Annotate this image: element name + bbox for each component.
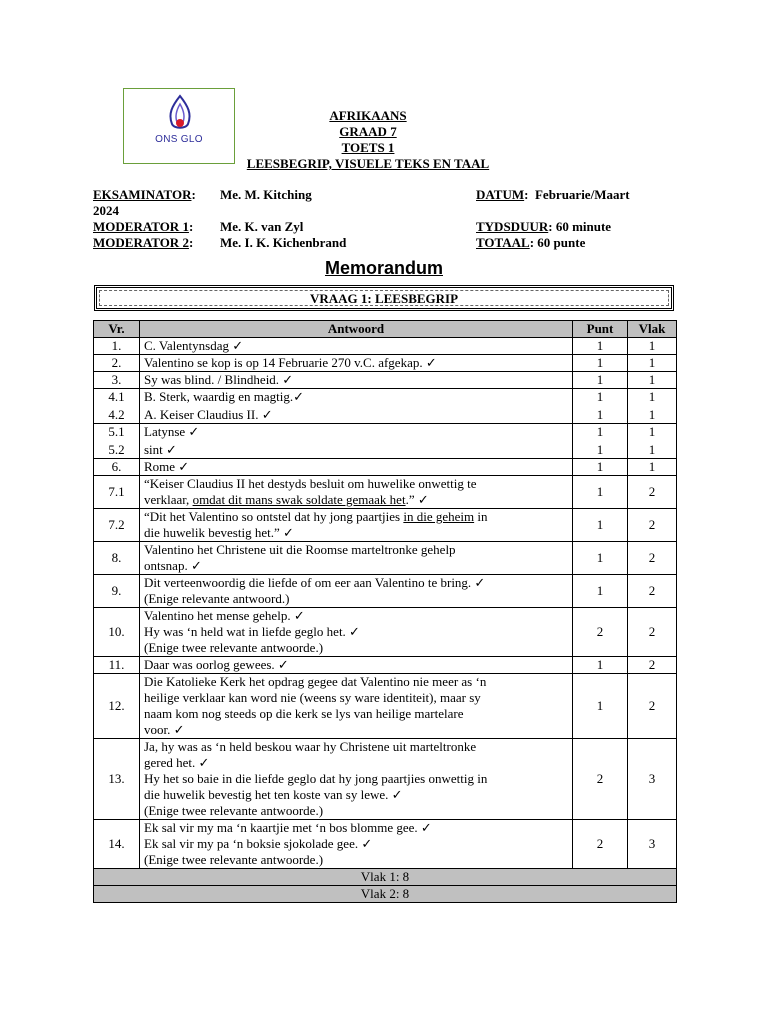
question-number-line: 6.: [111, 459, 122, 474]
question-number: [94, 542, 140, 575]
answer-line: sint ✓: [144, 442, 177, 457]
points-line: 2: [596, 771, 604, 786]
topic-title: LEESBEGRIP, VISUELE TEKS EN TAAL: [246, 156, 490, 171]
question-number: [94, 338, 140, 355]
logo-text: ONS GLO: [155, 134, 203, 145]
level-line: 1: [648, 389, 656, 404]
duration-value: 60 minute: [555, 219, 612, 234]
question-number: [94, 657, 140, 674]
moderator2-label: MODERATOR 2: [93, 235, 189, 250]
points-cell: [573, 608, 628, 657]
level-line: 2: [648, 624, 656, 639]
subject-title: AFRIKAANS: [329, 108, 407, 123]
level-cell: [628, 389, 677, 424]
points-cell: [573, 459, 628, 476]
answer-line: die huwelik bevestig het.” ✓: [144, 525, 294, 540]
points-line: 1: [596, 484, 604, 499]
table-row: [94, 459, 677, 476]
answer-cell: [140, 657, 573, 674]
answer-line: verklaar, omdat dit mans swak soldate gemaak het.” ✓: [144, 492, 429, 507]
question-number: [94, 459, 140, 476]
header-question: Vr.: [94, 321, 140, 338]
moderator2-value: Me. I. K. Kichenbrand: [220, 235, 347, 250]
question-number: [94, 389, 140, 424]
table-row: [94, 542, 677, 575]
question-number: [94, 608, 140, 657]
answer-cell: [140, 542, 573, 575]
answer-line: Daar was oorlog gewees. ✓: [144, 657, 289, 672]
level-cell: [628, 608, 677, 657]
question-number-line: 8.: [111, 550, 122, 565]
level-cell: [628, 739, 677, 820]
level-cell: [628, 372, 677, 389]
answer-cell: [140, 355, 573, 372]
answer-cell: [140, 372, 573, 389]
answer-line: Valentino het mense gehelp. ✓: [144, 608, 305, 623]
table-row: [94, 739, 677, 820]
answer-line: heilige verklaar kan word nie (weens sy ware identiteit), maar sy: [144, 690, 481, 705]
examiner-label: EKSAMINATOR: [93, 187, 192, 202]
answer-line: B. Sterk, waardig en magtig.✓: [144, 389, 304, 404]
question-number-line: 5.2: [108, 442, 125, 457]
level-line: 2: [648, 698, 656, 713]
table-row: [94, 820, 677, 869]
level-cell: [628, 509, 677, 542]
answer-cell: [140, 389, 573, 424]
question-number: [94, 575, 140, 608]
points-cell: [573, 338, 628, 355]
question-number-line: 3.: [111, 372, 122, 387]
examiner-value: Me. M. Kitching: [220, 187, 312, 202]
footer-row-level2: [94, 886, 677, 903]
question-number-line: 5.1: [108, 424, 125, 439]
memorandum-table: [93, 320, 677, 903]
points-line: 2: [596, 836, 604, 851]
table-row: [94, 608, 677, 657]
examiner-line: EKSAMINATOR:: [93, 187, 196, 202]
moderator1-line: MODERATOR 1:: [93, 219, 194, 234]
answer-cell: [140, 509, 573, 542]
table-row: [94, 424, 677, 459]
question-number-line: 14.: [108, 836, 125, 851]
points-cell: [573, 575, 628, 608]
question-number: [94, 674, 140, 739]
header-level: Vlak: [628, 321, 677, 338]
points-line: 1: [596, 372, 604, 387]
table-row: [94, 476, 677, 509]
points-cell: [573, 657, 628, 674]
level-cell: [628, 459, 677, 476]
answer-line: ontsnap. ✓: [144, 558, 202, 573]
points-line: 1: [596, 389, 604, 404]
answer-line: Rome ✓: [144, 459, 190, 474]
points-line: 1: [596, 550, 604, 565]
header-answer: Antwoord: [140, 321, 573, 338]
answer-line: Latynse ✓: [144, 424, 200, 439]
points-line: 2: [596, 624, 604, 639]
answer-line: die huwelik bevestig het ten koste van sy lewe. ✓: [144, 787, 403, 802]
test-title: TOETS 1: [341, 140, 395, 155]
level-line: 1: [648, 424, 656, 439]
answer-cell: [140, 476, 573, 509]
level-line: 2: [648, 583, 656, 598]
level-line: 1: [648, 372, 656, 387]
answer-line: (Enige twee relevante antwoorde.): [144, 852, 324, 867]
table-row: [94, 372, 677, 389]
table-row: [94, 355, 677, 372]
level-cell: [628, 476, 677, 509]
date-line: DATUM: Februarie/Maart: [476, 187, 630, 202]
answer-line: C. Valentynsdag ✓: [144, 338, 244, 353]
footer-row-level1: [94, 869, 677, 886]
points-cell: [573, 542, 628, 575]
school-logo: [123, 88, 235, 164]
section-heading-box: [94, 285, 674, 311]
level-line: 3: [648, 836, 656, 851]
question-number: [94, 424, 140, 459]
footer-level1: Vlak 1: 8: [94, 869, 677, 886]
footer-level2: Vlak 2: 8: [94, 886, 677, 903]
points-line: 1: [596, 459, 604, 474]
answer-cell: [140, 739, 573, 820]
duration-label: TYDSDUUR: [476, 219, 549, 234]
total-label: TOTAAL: [476, 235, 530, 250]
document-header: [240, 108, 496, 172]
answer-line: Die Katolieke Kerk het opdrag gegee dat Valentino nie meer as ‘n: [144, 674, 487, 689]
level-cell: [628, 820, 677, 869]
moderator1-label: MODERATOR 1: [93, 219, 189, 234]
question-number: [94, 355, 140, 372]
answer-line: Ek sal vir my ma ‘n kaartjie met ‘n bos blomme gee. ✓: [144, 820, 432, 835]
answer-line: gered het. ✓: [144, 755, 210, 770]
flame-logo-icon: [162, 94, 198, 134]
level-line: 2: [648, 550, 656, 565]
table-row: [94, 389, 677, 424]
level-line: 1: [648, 459, 656, 474]
answer-cell: [140, 674, 573, 739]
points-line: 1: [596, 424, 604, 439]
answer-line: Valentino het Christene uit die Roomse marteltronke gehelp: [144, 542, 456, 557]
answer-line: (Enige twee relevante antwoorde.): [144, 640, 324, 655]
level-cell: [628, 674, 677, 739]
table-header-row: [94, 321, 677, 338]
level-line: 3: [648, 771, 656, 786]
date-label: DATUM: [476, 187, 525, 202]
table-row: [94, 657, 677, 674]
memorandum-title: Memorandum: [324, 258, 443, 278]
level-line: 1: [648, 338, 656, 353]
level-cell: [628, 542, 677, 575]
points-line: 1: [596, 355, 604, 370]
level-cell: [628, 657, 677, 674]
table-body: [94, 338, 677, 869]
table-row: [94, 575, 677, 608]
answer-line: Valentino se kop is op 14 Februarie 270 v.C. afgekap. ✓: [144, 355, 437, 370]
answer-line: Ek sal vir my pa ‘n boksie sjokolade gee. ✓: [144, 836, 373, 851]
question-number-line: 1.: [111, 338, 122, 353]
answer-cell: [140, 459, 573, 476]
level-cell: [628, 338, 677, 355]
moderator2-line: MODERATOR 2:: [93, 235, 194, 250]
points-cell: [573, 372, 628, 389]
points-line: 1: [596, 583, 604, 598]
answer-line: Sy was blind. / Blindheid. ✓: [144, 372, 294, 387]
duration-line: TYDSDUUR: 60 minute: [476, 219, 612, 234]
points-line: 1: [596, 698, 604, 713]
answer-cell: [140, 424, 573, 459]
question-number-line: 13.: [108, 771, 125, 786]
points-line: 1: [596, 338, 604, 353]
answer-cell: [140, 338, 573, 355]
date-value: Februarie/Maart: [534, 187, 630, 202]
answer-line: Dit verteenwoordig die liefde of om eer aan Valentino te bring. ✓: [144, 575, 486, 590]
question-number: [94, 509, 140, 542]
level-line: 2: [648, 484, 656, 499]
points-cell: [573, 739, 628, 820]
points-cell: [573, 476, 628, 509]
grade-title: GRAAD 7: [339, 124, 397, 139]
level-line: 1: [648, 355, 656, 370]
answer-line: naam kom nog steeds op die kerk se lys van heilige martelare: [144, 706, 464, 721]
question-number-line: 7.1: [108, 484, 125, 499]
total-value: 60 punte: [537, 235, 586, 250]
question-number: [94, 739, 140, 820]
table-row: [94, 338, 677, 355]
underlined-phrase: omdat dit mans swak soldate gemaak het: [192, 492, 406, 507]
question-number-line: 4.1: [108, 389, 125, 404]
question-number: [94, 820, 140, 869]
question-number-line: 7.2: [108, 517, 125, 532]
question-number-line: 11.: [108, 657, 125, 672]
table-row: [94, 509, 677, 542]
answer-line: “Dit het Valentino so ontstel dat hy jong paartjies in die geheim in: [144, 509, 488, 524]
points-cell: [573, 389, 628, 424]
points-line: 1: [596, 657, 604, 672]
points-cell: [573, 509, 628, 542]
question-number-line: 12.: [108, 698, 125, 713]
question-number-line: 10.: [108, 624, 125, 639]
year-value: 2024: [93, 203, 119, 218]
answer-line: A. Keiser Claudius II. ✓: [144, 407, 273, 422]
question-number-line: 9.: [111, 583, 122, 598]
level-cell: [628, 575, 677, 608]
level-line: 1: [648, 442, 656, 457]
level-cell: [628, 424, 677, 459]
question-number-line: 2.: [111, 355, 122, 370]
points-line: 1: [596, 407, 604, 422]
answer-line: Hy was ‘n held wat in liefde geglo het. ✓: [144, 624, 360, 639]
level-line: 1: [648, 407, 656, 422]
answer-line: voor. ✓: [144, 722, 185, 737]
answer-cell: [140, 608, 573, 657]
answer-line: Hy het so baie in die liefde geglo dat hy jong paartjies onwettig in: [144, 771, 488, 786]
answer-line: (Enige relevante antwoord.): [144, 591, 290, 606]
answer-cell: [140, 820, 573, 869]
points-cell: [573, 355, 628, 372]
header-points: Punt: [573, 321, 628, 338]
answer-cell: [140, 575, 573, 608]
answer-line: (Enige twee relevante antwoorde.): [144, 803, 324, 818]
question-number-line: 4.2: [108, 407, 125, 422]
table-row: [94, 674, 677, 739]
level-line: 2: [648, 517, 656, 532]
section-heading: VRAAG 1: LEESBEGRIP: [99, 290, 669, 306]
total-line: TOTAAL: 60 punte: [476, 235, 586, 250]
points-cell: [573, 820, 628, 869]
question-number: [94, 372, 140, 389]
points-line: 1: [596, 517, 604, 532]
points-cell: [573, 424, 628, 459]
question-number: [94, 476, 140, 509]
moderator1-value: Me. K. van Zyl: [220, 219, 304, 234]
level-cell: [628, 355, 677, 372]
answer-line: Ja, hy was as ‘n held beskou waar hy Christene uit marteltronke: [144, 739, 477, 754]
points-cell: [573, 674, 628, 739]
answer-line: “Keiser Claudius II het destyds besluit om huwelike onwettig te: [144, 476, 477, 491]
underlined-phrase: in die geheim: [403, 509, 475, 524]
level-line: 2: [648, 657, 656, 672]
points-line: 1: [596, 442, 604, 457]
